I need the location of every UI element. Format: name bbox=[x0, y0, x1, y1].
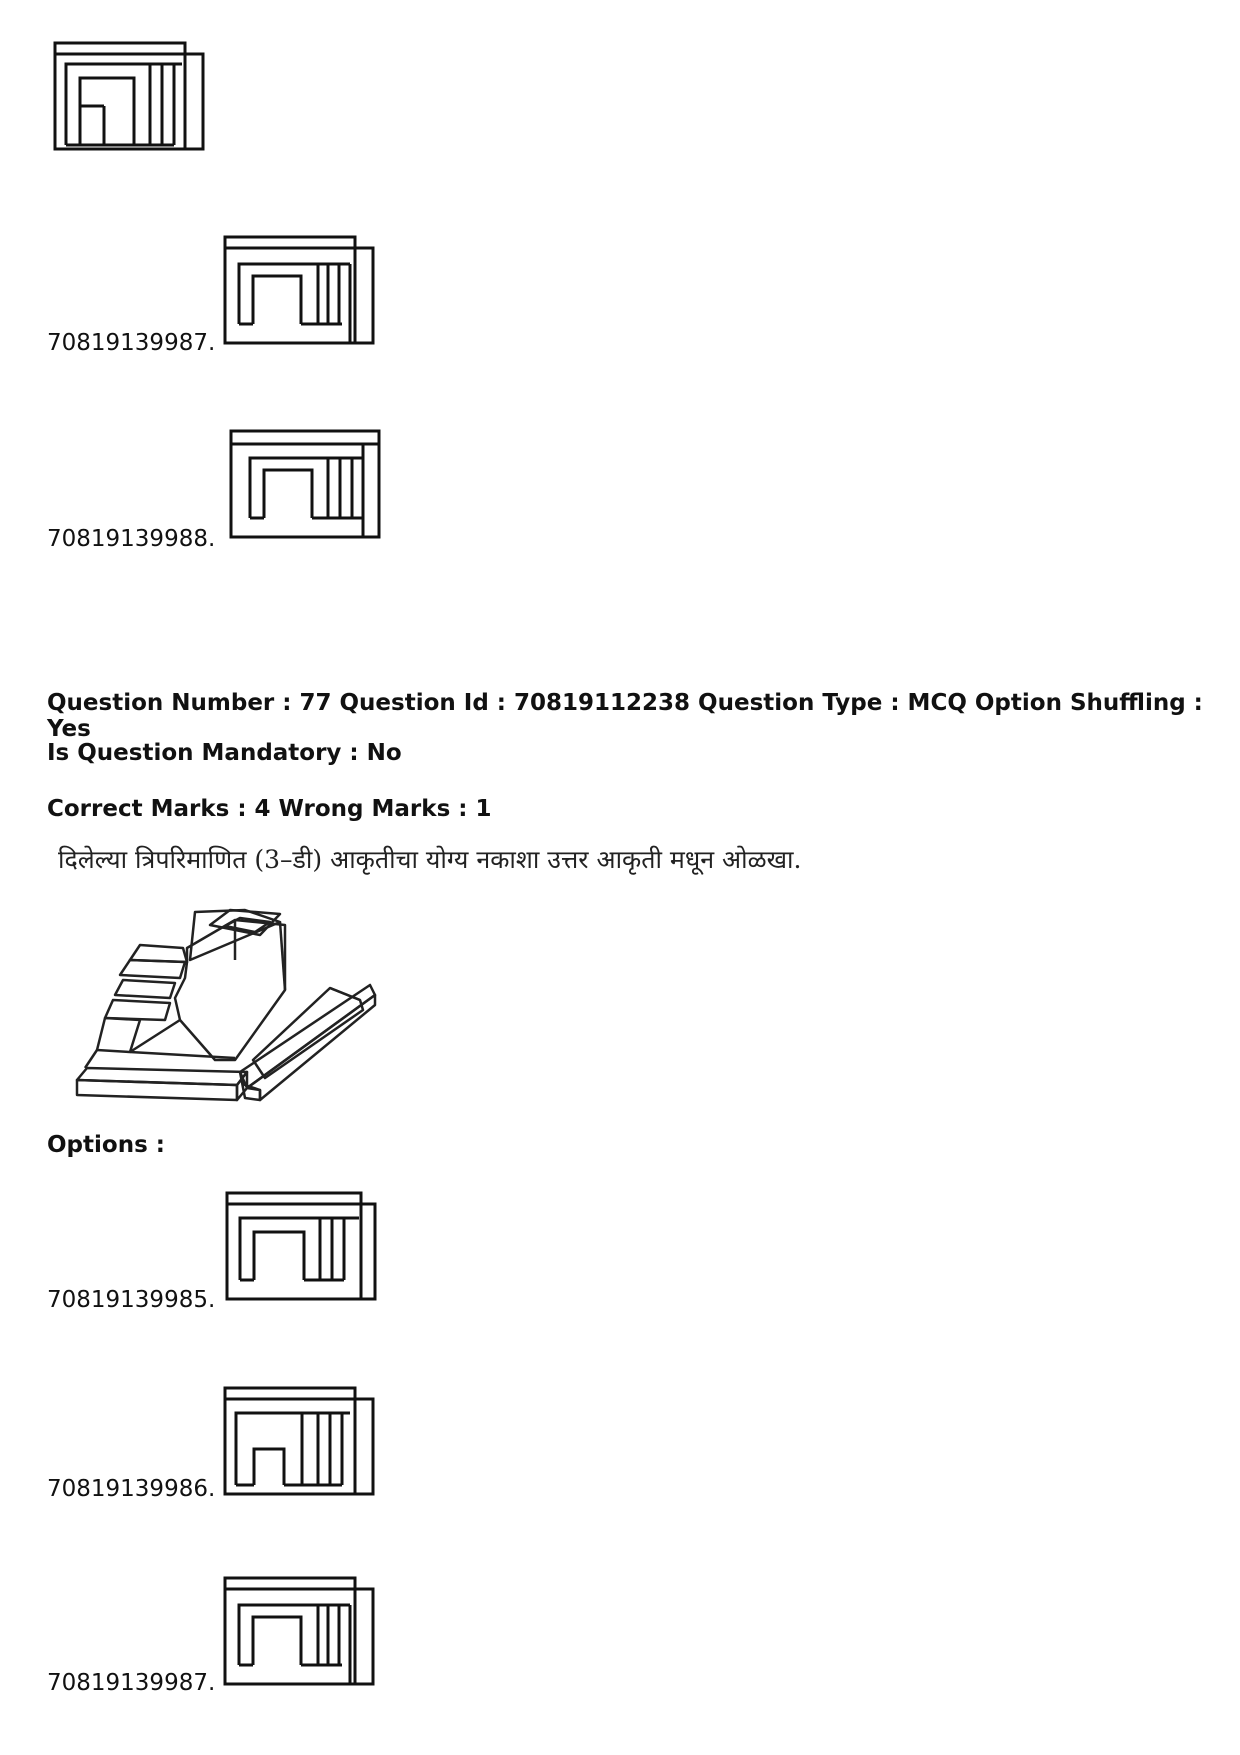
options-label: Options : bbox=[47, 1132, 165, 1158]
option-figure[interactable] bbox=[222, 1575, 382, 1695]
previous-option-id: 70819139987. bbox=[47, 330, 216, 356]
option-figure[interactable] bbox=[224, 1190, 384, 1310]
question-marks: Correct Marks : 4 Wrong Marks : 1 bbox=[47, 796, 492, 822]
question-3d-figure bbox=[75, 900, 395, 1120]
question-text: दिलेल्या त्रिपरिमाणित (3–डी) आकृतीचा योग्य नकाशा उत्तर आकृती मधून ओळखा. bbox=[58, 845, 802, 874]
question-meta-line2: Is Question Mandatory : No bbox=[47, 740, 402, 766]
previous-option-figure bbox=[228, 428, 388, 548]
question-meta-line1: Question Number : 77 Question Id : 70819112238 Question Type : MCQ Option Shuffling : Yes bbox=[47, 690, 1203, 742]
previous-option-id: 70819139988. bbox=[47, 526, 216, 552]
option-id[interactable]: 70819139987. bbox=[47, 1670, 216, 1696]
option-figure[interactable] bbox=[222, 1385, 382, 1505]
previous-option-figure bbox=[222, 234, 382, 354]
previous-option-figure-partial bbox=[52, 40, 212, 160]
option-id[interactable]: 70819139986. bbox=[47, 1476, 216, 1502]
option-id[interactable]: 70819139985. bbox=[47, 1287, 216, 1313]
